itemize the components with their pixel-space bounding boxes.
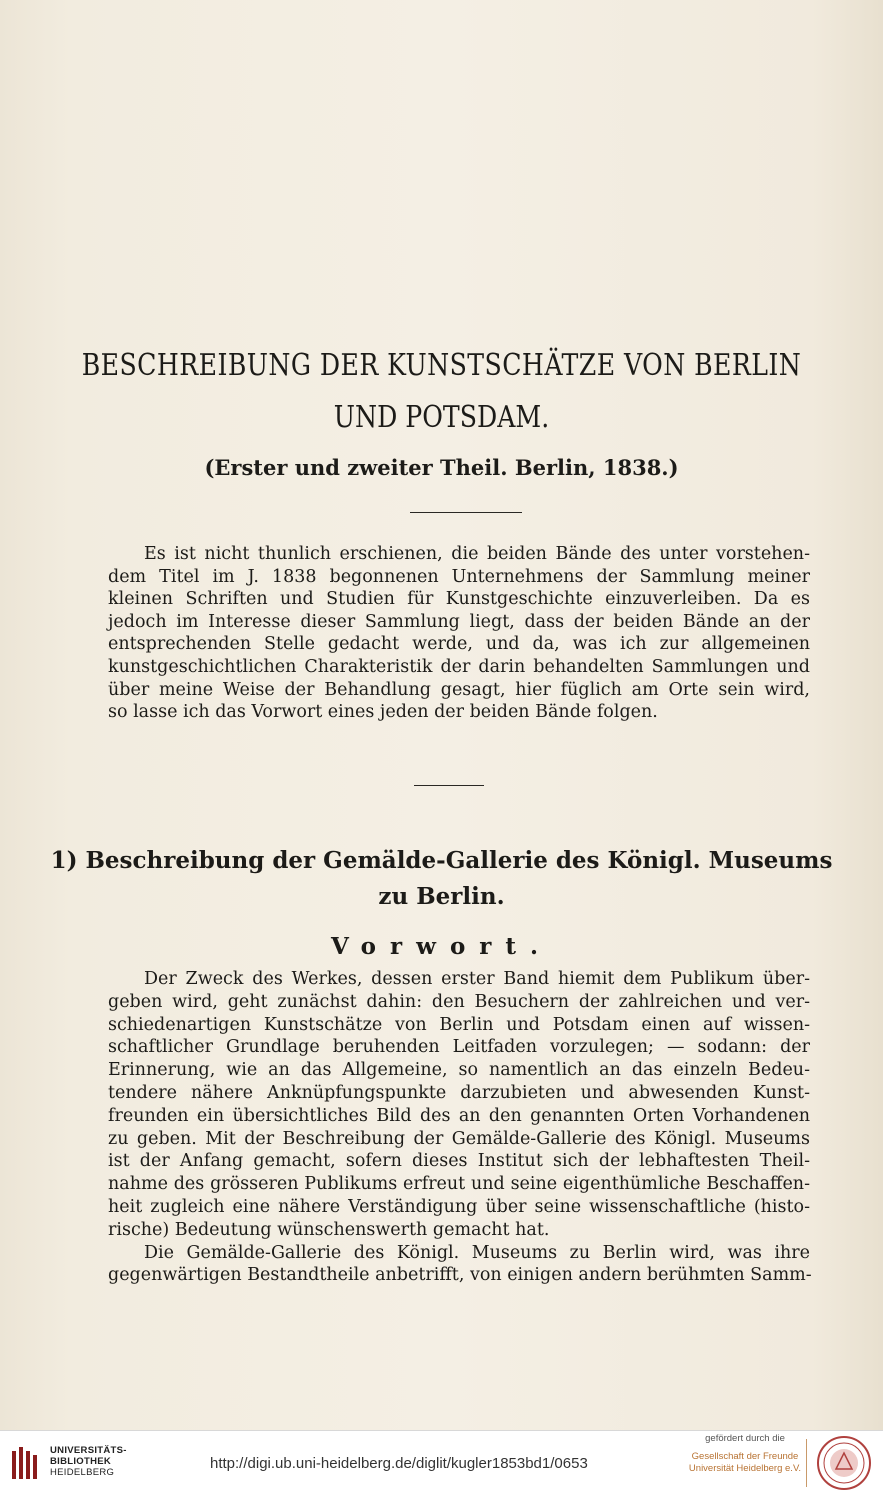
library-name-line: HEIDELBERG xyxy=(50,1467,115,1478)
library-name-line: BIBLIOTHEK xyxy=(50,1456,112,1467)
viewer-footer xyxy=(0,1430,883,1495)
body-line: heit zugleich eine nähere Verständigung über seine wissenschaftliche (histo- xyxy=(108,1196,810,1217)
body-line: Die Gemälde-Gallerie des Königl. Museums zu Berlin wird, was ihre xyxy=(144,1242,810,1263)
sponsor-credit xyxy=(680,1433,810,1475)
page-title-line1: BESCHREIBUNG DER KUNSTSCHÄTZE VON BERLIN xyxy=(81,348,802,383)
body-line: tendere nähere Anknüpfungspunkte darzubieten und abwesenden Kunst- xyxy=(108,1082,810,1103)
footer-divider xyxy=(806,1439,807,1487)
library-name xyxy=(50,1445,127,1478)
page-title-line2: UND POTSDAM. xyxy=(333,400,550,435)
section-heading-line1: 1) Beschreibung der Gemälde-Gallerie des Königl. Museums xyxy=(50,847,833,874)
body-line: nahme des grösseren Publikums erfreut und seine eigenthümliche Beschaffen- xyxy=(108,1174,810,1195)
intro-line: Es ist nicht thunlich erschienen, die beiden Bände des unter vorstehen- xyxy=(144,544,810,564)
body-line: Erinnerung, wie an das Allgemeine, so namentlich an das einzeln Bedeu- xyxy=(108,1060,810,1081)
section-heading xyxy=(0,843,883,915)
body-line: ist der Anfang gemacht, sofern dieses Institut sich der lebhaftesten Theil- xyxy=(108,1151,810,1172)
intro-line: über meine Weise der Behandlung gesagt, hier füglich am Orte sein wird, xyxy=(108,679,810,700)
permalink-url[interactable]: http://digi.ub.uni-heidelberg.de/diglit/kugler1853bd1/0653 xyxy=(210,1455,588,1472)
body-line: schaftlicher Grundlage beruhenden Leitfaden vorzulegen; — sodann: der xyxy=(108,1037,810,1058)
body-line: Der Zweck des Werkes, dessen erster Band hiemit dem Publikum über- xyxy=(144,969,810,989)
body-line: geben wird, geht zunächst dahin: den Besuchern der zahlreichen und ver- xyxy=(108,991,810,1012)
body-line: zu geben. Mit der Beschreibung der Gemälde-Gallerie des Königl. Museums xyxy=(108,1128,810,1149)
section-divider-rule xyxy=(414,785,484,786)
intro-line: jedoch im Interesse dieser Sammlung liegt, dass der beiden Bände an der xyxy=(108,611,810,632)
body-line: gegenwärtigen Bestandtheile anbetrifft, von einigen andern berühmten Samm- xyxy=(108,1265,812,1286)
intro-line: kleinen Schriften und Studien für Kunstgeschichte einzuverleiben. Da es xyxy=(108,589,810,610)
library-name-line: UNIVERSITÄTS- xyxy=(50,1445,127,1456)
body-line: rische) Bedeutung wünschenswerth gemacht hat. xyxy=(108,1219,550,1240)
university-seal-icon xyxy=(816,1435,872,1491)
body-line: freunden ein übersichtliches Bild des an den genannten Orten Vorhandenen xyxy=(108,1105,810,1126)
sponsor-org-line2: Universität Heidelberg e.V. xyxy=(688,1463,802,1474)
intro-line: entsprechenden Stelle gedacht werde, und da, was ich zur allgemeinen xyxy=(108,634,810,655)
body-line: schiedenartigen Kunstschätze von Berlin und Potsdam einen auf wissen- xyxy=(108,1014,810,1035)
vorwort-heading: Vorwort. xyxy=(330,933,553,960)
sponsor-org-line1: Gesellschaft der Freunde xyxy=(691,1451,799,1462)
university-library-logo-icon xyxy=(10,1443,40,1483)
intro-line: dem Titel im J. 1838 begonnenen Unternehmens der Sammlung meiner xyxy=(108,566,810,587)
section-heading-line2: zu Berlin. xyxy=(378,883,505,910)
intro-paragraph xyxy=(108,543,810,724)
intro-line: so lasse ich das Vorwort eines jeden der beiden Bände folgen. xyxy=(108,702,658,723)
title-divider-rule xyxy=(410,512,522,513)
page-subtitle: (Erster und zweiter Theil. Berlin, 1838.) xyxy=(204,455,679,480)
body-paragraph xyxy=(108,968,810,1287)
sponsor-label: gefördert durch die xyxy=(705,1433,785,1444)
intro-line: kunstgeschichtlichen Charakteristik der darin behandelten Sammlungen und xyxy=(108,656,810,677)
